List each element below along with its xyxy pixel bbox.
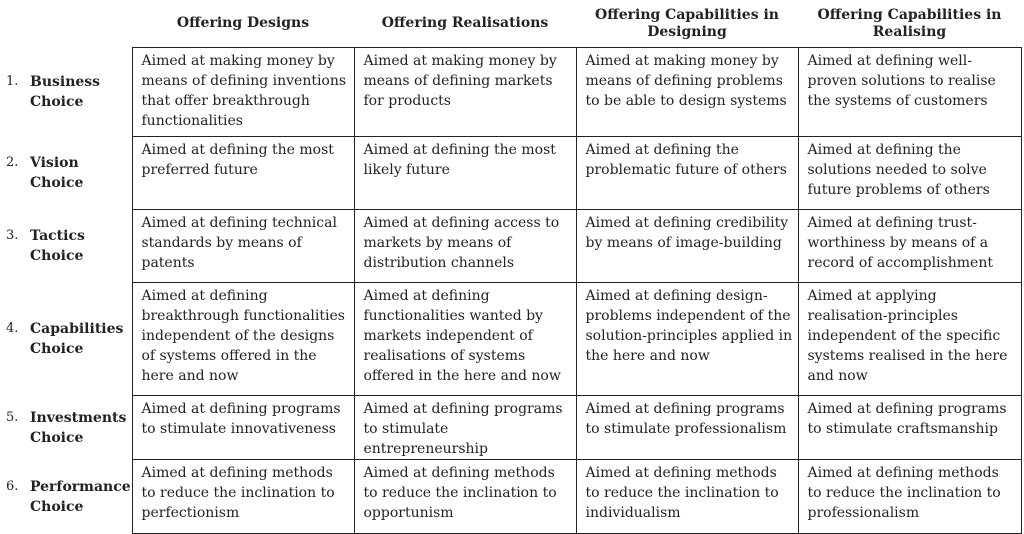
table-cell: Aimed at defining access to markets by means of distribution channels	[354, 210, 576, 283]
table-cell: Aimed at defining the problematic future of others	[576, 137, 798, 210]
row-header-investments-choice	[0, 396, 132, 460]
row-label: Performance Choice	[30, 478, 131, 515]
table-cell: Aimed at defining methods to reduce the inclination to professionalism	[798, 460, 1021, 534]
table-cell: Aimed at defining design-problems independent of the solution-principles applied in the here and now	[576, 283, 798, 396]
column-header-offering-realisations: Offering Realisations	[381, 15, 549, 31]
table-row-vision-choice	[0, 137, 1021, 210]
column-header-capabilities-designing: Offering Capabilities in Designing	[595, 6, 779, 40]
table-row-tactics-choice	[0, 210, 1021, 283]
table-cell: Aimed at defining well-proven solutions to realise the systems of customers	[798, 48, 1021, 137]
table-cell: Aimed at defining credibility by means of image-building	[576, 210, 798, 283]
table-cell: Aimed at making money by means of defining inventions that offer breakthrough functionalities	[132, 48, 354, 137]
table-row-investments-choice	[0, 396, 1021, 460]
table-row-capabilities-choice	[0, 283, 1021, 396]
table-cell: Aimed at defining the most likely future	[354, 137, 576, 210]
table-cell: Aimed at defining breakthrough functionalities independent of the designs of systems offered in the here and now	[132, 283, 354, 396]
table-cell: Aimed at applying realisation-principles independent of the specific systems realised in the here and now	[798, 283, 1021, 396]
row-number: 1.	[6, 74, 19, 89]
corner-cell	[0, 0, 132, 48]
row-label: Tactics Choice	[30, 228, 85, 264]
row-label: Investments Choice	[30, 409, 127, 446]
table-cell: Aimed at defining the most preferred future	[132, 137, 354, 210]
table-cell: Aimed at defining programs to stimulate entrepreneurship	[354, 396, 576, 460]
row-header-vision-choice	[0, 137, 132, 210]
table-cell: Aimed at defining methods to reduce the inclination to individualism	[576, 460, 798, 534]
table-cell: Aimed at defining methods to reduce the inclination to perfectionism	[132, 460, 354, 534]
row-header-capabilities-choice	[0, 283, 132, 396]
row-number: 3.	[6, 228, 19, 243]
table-cell: Aimed at defining programs to stimulate professionalism	[576, 396, 798, 460]
row-number: 2.	[6, 155, 19, 170]
table-row-performance-choice	[0, 460, 1021, 534]
row-header-performance-choice	[0, 460, 132, 534]
row-number: 4.	[6, 321, 19, 336]
table-cell: Aimed at defining the solutions needed to solve future problems of others	[798, 137, 1021, 210]
column-header-capabilities-realising: Offering Capabilities in Realising	[817, 6, 1002, 40]
table-cell: Aimed at defining trust-worthiness by means of a record of accomplishment	[798, 210, 1021, 283]
row-label: Capabilities Choice	[30, 321, 124, 357]
table-cell: Aimed at defining programs to stimulate innovativeness	[132, 396, 354, 460]
table-cell: Aimed at making money by means of defining markets for products	[354, 48, 576, 137]
table-cell: Aimed at making money by means of defining problems to be able to design systems	[576, 48, 798, 137]
row-number: 6.	[6, 478, 19, 494]
header-row	[0, 0, 1021, 48]
row-label: Business Choice	[30, 74, 101, 110]
table-cell: Aimed at defining technical standards by means of patents	[132, 210, 354, 283]
table-row-business-choice	[0, 48, 1021, 137]
row-label: Vision Choice	[30, 155, 84, 191]
table-cell: Aimed at defining functionalities wanted by markets independent of realisations of systems offered in the here and now	[354, 283, 576, 396]
row-header-tactics-choice	[0, 210, 132, 283]
row-number: 5.	[6, 409, 19, 425]
row-header-business-choice	[0, 48, 132, 137]
column-header-offering-designs: Offering Designs	[176, 15, 310, 31]
table-cell: Aimed at defining programs to stimulate craftsmanship	[798, 396, 1021, 460]
table-cell: Aimed at defining methods to reduce the inclination to opportunism	[354, 460, 576, 534]
